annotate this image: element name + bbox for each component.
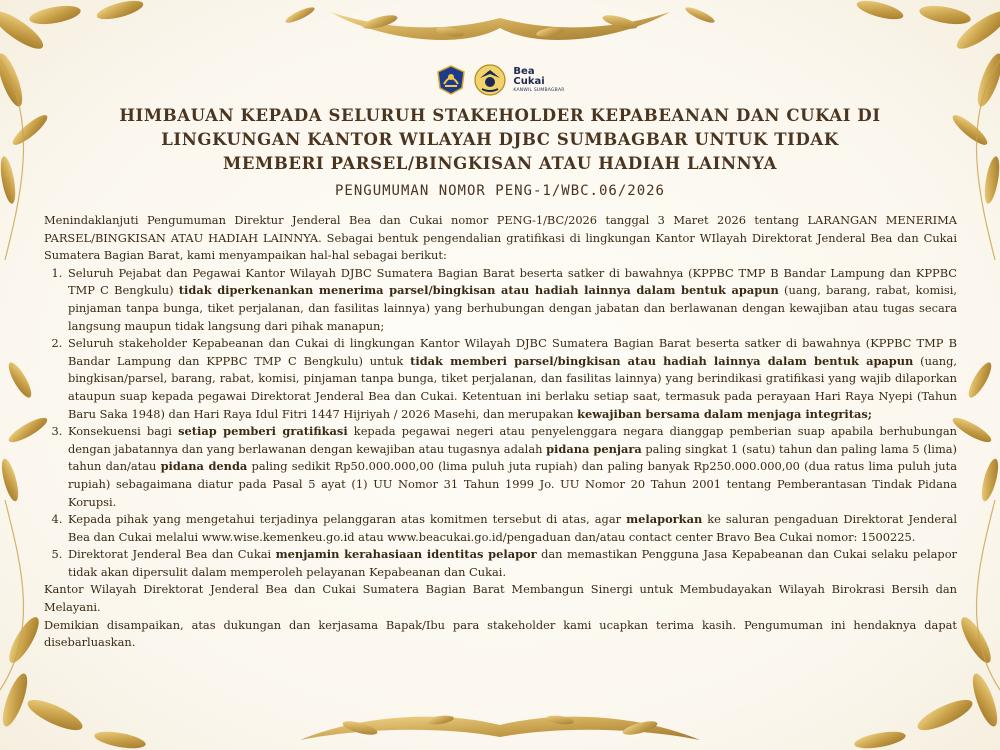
logo-name-line2: Cukai — [513, 75, 545, 87]
bea-cukai-emblem-icon — [473, 63, 507, 97]
closing-paragraph-1: Kantor Wilayah Direktorat Jenderal Bea dan Cukai Sumatera Bagian Barat Membangun Sinergi untuk Membudayakan Wilayah Birokrasi Bersih dan Melayani. — [44, 582, 957, 615]
page-title: HIMBAUAN KEPADA SELURUH STAKEHOLDER KEPABEANAN DAN CUKAI DI LINGKUNGAN KANTOR WILAYAH DJBC SUMBAGBAR UNTUK TIDAK MEMBERI PARSEL/BINGKISAN ATAU HADIAH LAINNYA — [119, 106, 881, 173]
logo-bar — [0, 60, 1000, 100]
logo-name-line1: Bea — [513, 65, 535, 77]
points-list — [44, 265, 957, 582]
logo-unit: KANWIL SUMBAGBAR — [513, 87, 565, 93]
list-item: 4. Kepada pihak yang mengetahui terjadinya pelanggaran atas komitmen tersebut di atas, agar melaporkan ke saluran pengaduan Direktorat Jenderal Bea dan Cukai melalui www.wise.kemenkeu.go.id atau www.beacukai.go.id/pengaduan dan/atau contact center Bravo Bea Cukai nomor: 1500225. — [66, 511, 957, 546]
list-item: 2. Seluruh stakeholder Kepabeanan dan Cukai di lingkungan Kantor Wilayah DJBC Sumatera Bagian Barat beserta satker di bawahnya (KPPBC TMP B Bandar Lampung dan KPPBC TMP C Bengkulu) untuk tidak memberi parsel/bingkisan atau hadiah lainnya dalam bentuk apapun (uang, bingkisan/parsel, barang, rabat, komisi, pinjaman tanpa bunga, tiket perjalanan, dan fasilitas lainnya) yang berindikasi gratifikasi yang wajib dilaporkan ataupun suap kepada pegawai Direktorat Jenderal Bea dan Cukai. Ketentuan ini berlaku setiap saat, termasuk pada perayaan Hari Raya Nyepi (Tahun Baru Saka 1948) dan Hari Raya Idul Fitri 1447 Hijriyah / 2026 Masehi, dan merupakan kewajiban bersama dalam menjaga integritas; — [66, 335, 957, 423]
announcement-number: PENGUMUMAN NOMOR PENG-1/WBC.06/2026 — [334, 183, 665, 199]
list-item: 3. Konsekuensi bagi setiap pemberi gratifikasi kepada pegawai negeri atau penyelenggara negara dianggap pemberian suap apabila berhubungan dengan jabatannya dan yang berlawanan dengan kewajiban atau tugasnya adalah pidana penjara paling singkat 1 (satu) tahun dan paling lama 5 (lima) tahun dan/atau pidana denda paling sedikit Rp50.000.000,00 (lima puluh juta rupiah) dan paling banyak Rp250.000.000,00 (dua ratus lima puluh juta rupiah) sebagaimana diatur pada Pasal 5 ayat (1) UU Nomor 31 Tahun 1999 Jo. UU Nomor 20 Tahun 2001 tentang Pemberantasan Tindak Pidana Korupsi. — [66, 423, 957, 511]
intro-paragraph: Menindaklanjuti Pengumuman Direktur Jenderal Bea dan Cukai nomor PENG-1/BC/2026 tanggal 3 Maret 2026 tentang LARANGAN MENERIMA PARSEL/BINGKISAN ATAU HADIAH LAINNYA. Sebagai bentuk pengendalian gratifikasi di lingkungan Kantor WIlayah Direktorat Jenderal Bea dan Cukai Sumatera Bagian Barat, kami menyampaikan hal-hal sebagai berikut: — [44, 213, 957, 263]
list-item: 5. Direktorat Jenderal Bea dan Cukai menjamin kerahasiaan identitas pelapor dan memastikan Pengguna Jasa Kepabeanan dan Cukai selaku pelapor tidak akan dipersulit dalam memperoleh pelayanan Kepabeanan dan Cukai. — [66, 546, 957, 581]
bea-cukai-logo-text — [513, 67, 564, 94]
kemenkeu-emblem-icon — [435, 64, 467, 96]
list-item: 1. Seluruh Pejabat dan Pegawai Kantor Wilayah DJBC Sumatera Bagian Barat beserta satker di bawahnya (KPPBC TMP B Bandar Lampung dan KPPBC TMP C Bengkulu) tidak diperkenankan menerima parsel/bingkisan atau hadiah lainnya dalam bentuk apapun (uang, barang, rabat, komisi, pinjaman tanpa bunga, tiket perjalanan, dan fasilitas lainnya) yang berhubungan dengan jabatan dan berlawanan dengan kewajiban atau tugas secara langsung maupun tidak langsung dari pihak manapun; — [66, 265, 957, 335]
announcement-body — [44, 212, 957, 652]
closing-paragraph-2: Demikian disampaikan, atas dukungan dan kerjasama Bapak/Ibu para stakeholder kami ucapkan terima kasih. Pengumuman ini hendaknya dapat disebarluaskan. — [44, 617, 957, 650]
